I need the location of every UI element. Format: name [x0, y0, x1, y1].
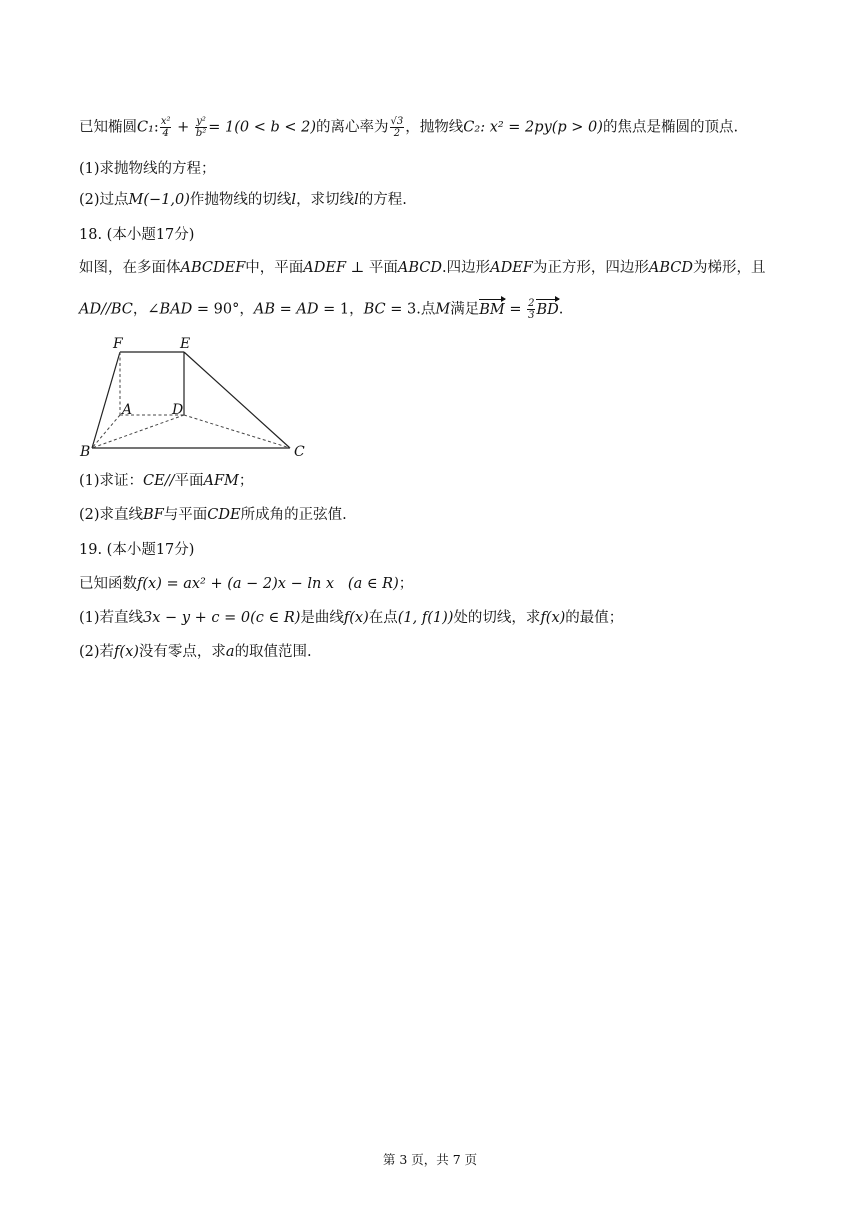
label-D: D	[172, 402, 184, 418]
q18-header: 18. (本小题17分)	[79, 227, 195, 243]
label-C: C	[294, 444, 305, 460]
label-F: F	[113, 336, 123, 352]
q19-header: 19. (本小题17分)	[79, 542, 195, 558]
label-E: E	[180, 336, 191, 352]
q18-stem-line1: 如图，在多面体ABCDEF中，平面ADEF ⊥ 平面ABCD.四边形ADEF为正方形，四边形ABCD为梯形，且	[79, 260, 766, 276]
q18-stem-line2: AD//BC，∠BAD = 90°，AB = AD = 1，BC = 3.点M满足BM = $\frac{2}{3}$ BD.	[79, 298, 564, 321]
q19-part2: (2)若f(x)没有零点，求a的取值范围.	[79, 644, 312, 660]
label-B: B	[80, 444, 91, 460]
edge-BD	[92, 415, 184, 448]
q19-stem: 已知函数f(x) = ax² + (a − 2)x − ln x (a ∈ R)；	[79, 576, 414, 592]
edge-EC	[184, 352, 290, 448]
polyhedron-figure	[76, 332, 316, 462]
q19-part1: (1)若直线3x − y + c = 0(c ∈ R)是曲线f(x)在点(1, f(1))处的切线，求f(x)的最值；	[79, 610, 624, 626]
q17-part1: (1)求抛物线的方程；	[79, 161, 216, 177]
q17-stem: 已知椭圆C₁: $\frac{\text{x²}}{4}$ + $\frac{\text{y²}}{\text{b²}}$ = 1(0 < b < 2)的离心率为 $\frac{√3}{2}$ ，抛物线C₂: x² = 2py(p > 0)的焦点是椭圆的顶点.	[79, 116, 739, 139]
edge-DC	[184, 415, 290, 448]
label-A: A	[122, 402, 133, 418]
page-footer: 第 3 页，共 7 页	[382, 1152, 478, 1167]
q17-part2: (2)过点M(−1,0)作抛物线的切线l，求切线l的方程.	[79, 192, 407, 208]
q18-part2: (2)求直线BF与平面CDE所成角的正弦值.	[79, 507, 347, 523]
q18-part1: (1)求证：CE//平面AFM；	[79, 473, 254, 489]
edge-FB	[92, 352, 120, 448]
